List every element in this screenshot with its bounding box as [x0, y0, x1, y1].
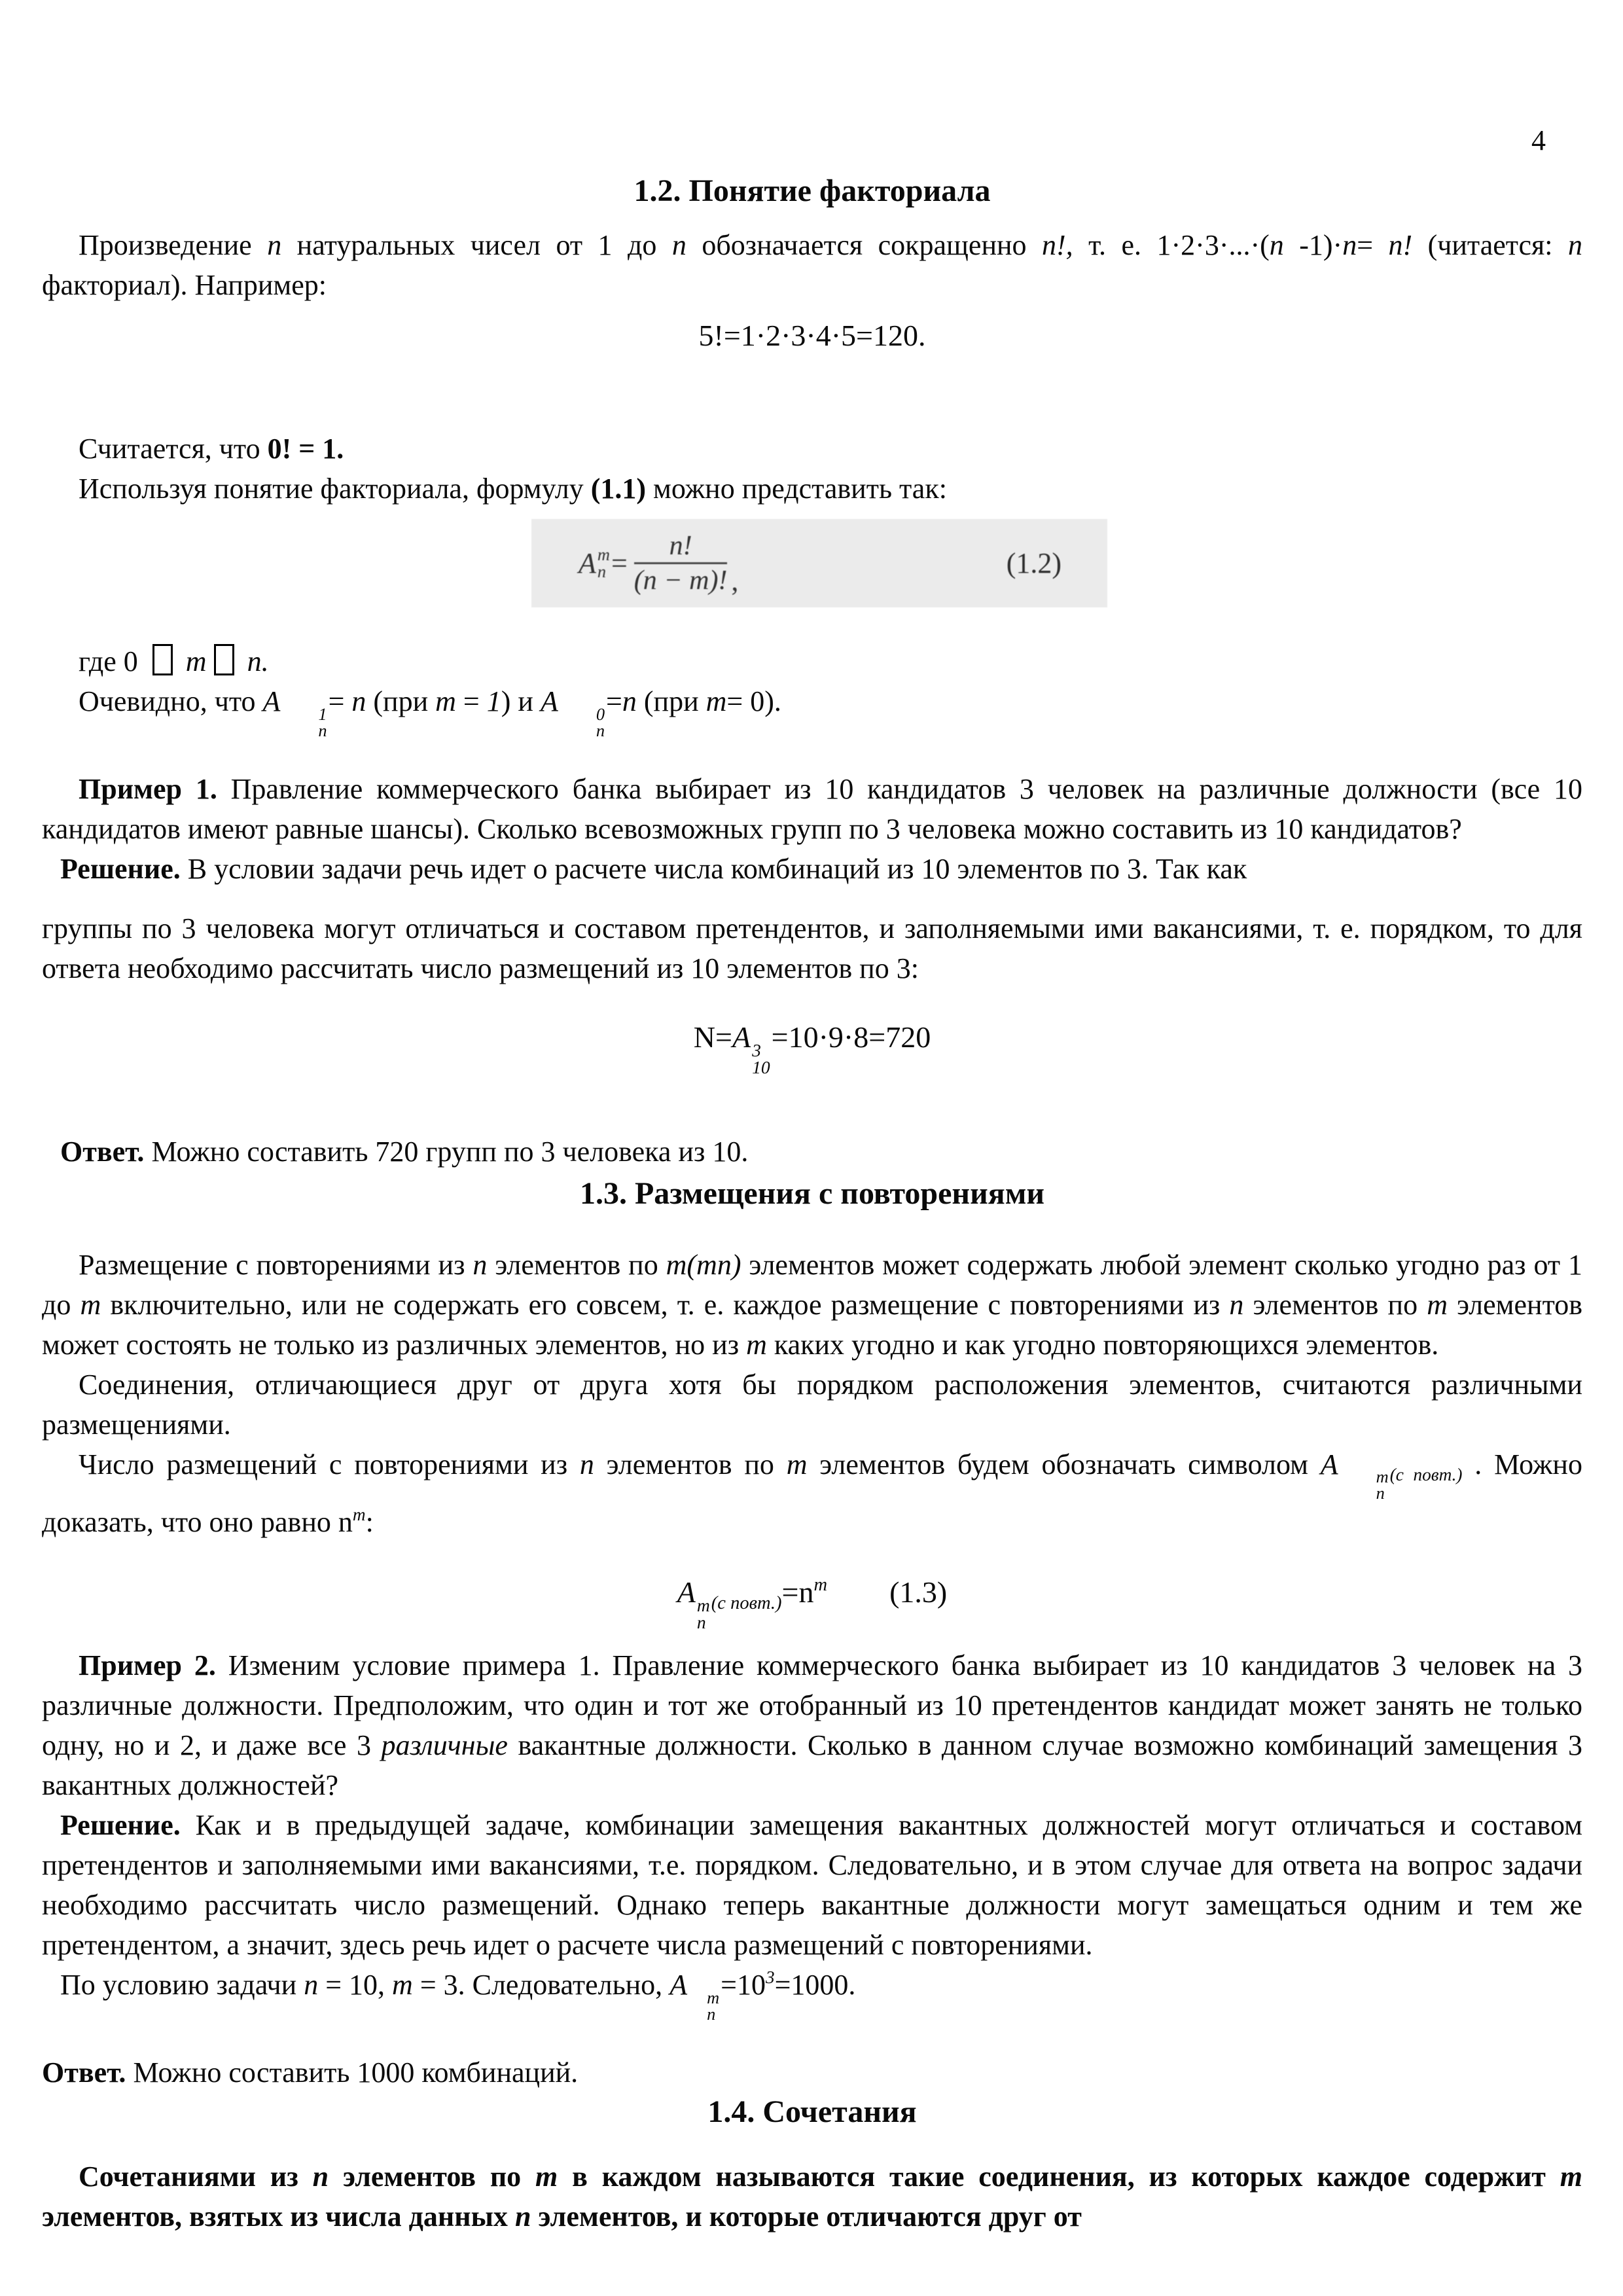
- example-1-paragraph: Пример 1. Правление коммерческого банка выбирает из 10 кандидатов 3 человек на различные должности (все 10 кандидатов имеют равные шансы). Сколько всевозможных групп по 3 человека можно составить из 10 кандидатов?: [42, 772, 1582, 845]
- formula-1-3: [42, 1572, 1582, 1632]
- solution-1-paragraph: Решение. В условии задачи речь идет о расчете числа комбинаций из 10 элементов по 3. Так как: [60, 852, 1247, 885]
- fraction-numerator: n!: [634, 532, 728, 564]
- answer-1: Ответ. Можно составить 720 групп по 3 человека из 10.: [60, 1135, 749, 1168]
- paragraph-obviously: Очевидно, что A 1 n = n (при m = 1) и A 0 n =n (при m= 0).: [79, 685, 781, 740]
- paragraph-where-m-n: где 0 m n.: [79, 645, 269, 677]
- formula-1-2-comma: ,: [731, 565, 739, 597]
- answer-2: Ответ. Можно составить 1000 комбинаций.: [42, 2056, 579, 2089]
- solution-1-continued: группы по 3 человека могут отличаться и составом претендентов, и заполняемыми ими вакансиями, т. е. порядком, то для ответа необходимо рассчитать число размещений из 10 элементов по 3:: [42, 912, 1582, 984]
- formula-1-2-image: [531, 519, 1107, 607]
- page-number: 4: [1531, 124, 1546, 156]
- formula-1-2-fraction: [634, 532, 728, 594]
- formula-1-3-body: A m n $_{(с повт.)}=n^m$: [677, 1574, 828, 1633]
- section-heading-1-2: 1.2. Понятие факториала: [633, 173, 991, 208]
- formula-n-arrangements: N=A 3 10 =10·9·8=720: [693, 1020, 931, 1078]
- formula-5-factorial: 5!=1·2·3·4·5=120.: [698, 319, 926, 352]
- formula-1-3-label: (1.3): [889, 1575, 948, 1609]
- fraction-denominator: (n − m)!: [633, 565, 728, 596]
- section-heading-1-3: 1.3. Размещения с повторениями: [579, 1175, 1045, 1211]
- paragraph-condition: По условию задачи n = 10, m = 3. Следовательно, A m n $=10^3=1000$.: [60, 1967, 856, 2024]
- example-2-paragraph: Пример 2. Изменим условие примера 1. Правление коммерческого банка выбирает из 10 кандидатов 3 человек на 3 различные должности. Предположим, что один и тот же отобранный из 10 претендентов кандидат может занять не только одну, но и 2, и даже все 3 различные вакантные должности. Сколько в данном случае возможно комбинаций замещения 3 вакантных должностей?: [42, 1649, 1582, 1802]
- paragraph-factorial-definition: Произведение n натуральных чисел от 1 до n обозначается сокращенно n!, т. е. 1·2·3·...·(n -1)·n= n! (читается: n факториал). Например:: [42, 229, 1582, 301]
- paragraph-count-symbol: Число размещений с повторениями из n элементов по m элементов будем обозначать символом A m n $_{(с повт.)}$ . Можно доказать, что оно равно $n^m$:: [42, 1448, 1582, 1538]
- paragraph-connections: Соединения, отличающиеся друг от друга хотя бы порядком расположения элементов, считаются различными размещениями.: [42, 1368, 1582, 1441]
- paragraph-repetition-definition: Размещение с повторениями из n элементов по m(mn) элементов может содержать любой элемент сколько угодно раз от 1 до m включительно, или не содержать его совсем, т. е. каждое размещение с повторениями из n элементов по m элементов может состоять не только из различных элементов, но из m каких угодно и как угодно повторяющихся элементов.: [42, 1248, 1583, 1361]
- section-heading-1-4: 1.4. Сочетания: [707, 2094, 917, 2130]
- paragraph-combinations-definition: Сочетаниями из n элементов по m в каждом называются такие соединения, из которых каждое содержит m элементов, взятых из числа данных n элементов, и которые отличаются друг от: [42, 2161, 1582, 2233]
- solution-2-paragraph: Решение. Как и в предыдущей задаче, комбинации замещения вакантных должностей могут отличаться и составом претендентов и заполняемыми ими вакансиями, т.е. порядком. Следовательно, и в этом случае для ответа на вопрос задачи необходимо рассчитать число размещений. Однако теперь вакантные должности могут замещаться одним и тем же претендентом, а значит, здесь речь идет о расчете числа размещений с повторениями.: [42, 1809, 1582, 1962]
- paragraph-using-factorial: Используя понятие факториала, формулу (1.1) можно представить так:: [79, 473, 947, 505]
- paragraph-zero-factorial: Считается, что 0! = 1.: [79, 433, 344, 465]
- formula-1-2-label: (1.2): [1006, 547, 1061, 579]
- formula-1-2-lhs: A m n =: [579, 545, 628, 581]
